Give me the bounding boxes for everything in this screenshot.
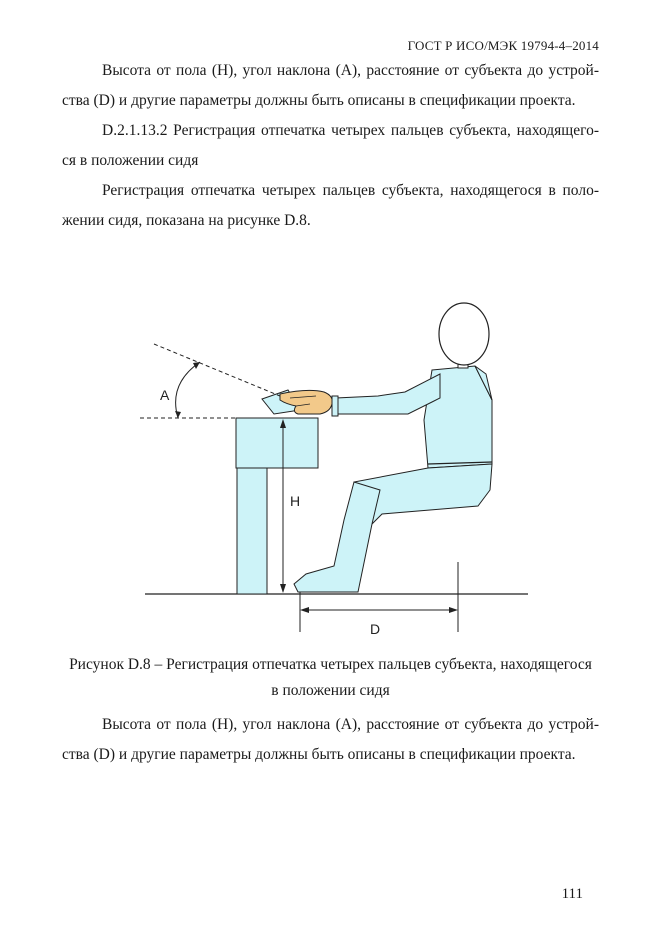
- angle-arrow-top: [193, 362, 200, 369]
- distance-arrow-left: [300, 607, 309, 613]
- height-arrow-bottom: [280, 584, 286, 593]
- height-label-h: H: [290, 493, 301, 509]
- figure-caption-line-1: Рисунок D.8 – Регистрация отпечатка четырех пальцев субъекта, находящегося: [69, 656, 592, 673]
- figure-drawing: [140, 300, 530, 640]
- figure-seated-four-finger-capture: [140, 300, 530, 640]
- distance-arrow-right: [449, 607, 458, 613]
- person-arm: [336, 374, 440, 414]
- document-header: ГОСТ Р ИСО/МЭК 19794-4–2014: [407, 38, 599, 53]
- person-leg: [294, 482, 380, 592]
- figure-caption-line-2: в положении сидя: [271, 682, 390, 699]
- angle-arrow-bottom: [175, 411, 181, 418]
- paragraph-parameters-2: Высота от пола (H), угол наклона (A), расстояние от субъекта до устрой-ства (D) и другие параметры должны быть описаны в спецификации проекта.: [62, 716, 599, 763]
- arm-cuff: [332, 396, 338, 416]
- page-number: 111: [561, 886, 583, 902]
- device-stand: [237, 466, 267, 594]
- person-head: [439, 303, 489, 365]
- paragraph-figure-reference: Регистрация отпечатка четырех пальцев субъекта, находящегося в поло-жении сидя, показана на рисунке D.8.: [62, 182, 599, 229]
- paragraph-parameters-1: Высота от пола (H), угол наклона (A), расстояние от субъекта до устрой-ства (D) и другие параметры должны быть описаны в спецификации проекта.: [62, 62, 599, 109]
- section-heading-d-2-1-13-2: D.2.1.13.2 Регистрация отпечатка четырех пальцев субъекта, находящего-ся в положении сидя: [62, 122, 599, 169]
- angle-label-a: A: [160, 387, 170, 403]
- angle-arc: [176, 362, 200, 418]
- device-box: [236, 418, 318, 468]
- distance-label-d: D: [370, 621, 381, 637]
- tilt-dashed-line: [154, 344, 280, 396]
- figure-caption: [40, 652, 621, 704]
